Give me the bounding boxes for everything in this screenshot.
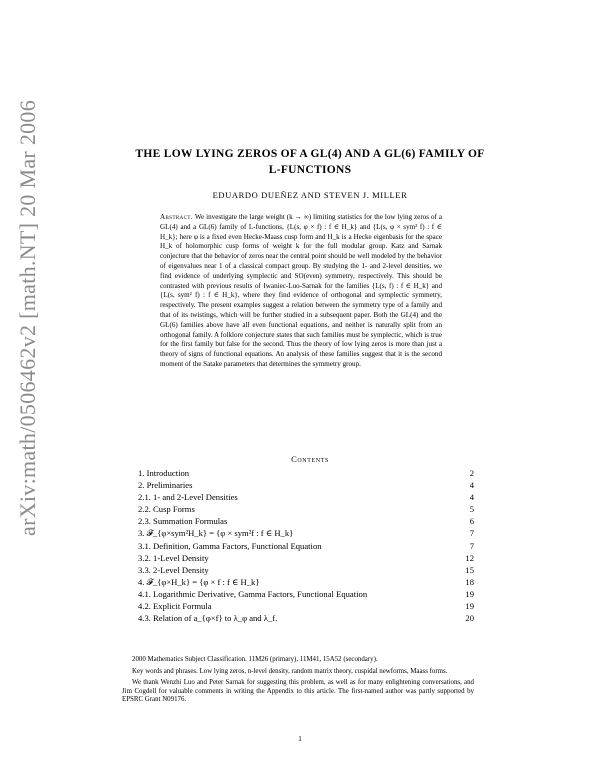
toc-entry-label: 3.2. 1-Level Density bbox=[138, 552, 209, 563]
footnote-acknowledgements: We thank Wenzhi Luo and Peter Sarnak for suggesting this problem, as well as for many enlightening conversations, and Jim Cogdell for valuable comments in writing the Appendix to this article. The first-named author was partly supported by EPSRC Grant N09176. bbox=[122, 679, 474, 704]
toc-entry[interactable] bbox=[138, 576, 474, 588]
toc-entry[interactable] bbox=[138, 552, 474, 564]
toc-entry[interactable] bbox=[138, 588, 474, 600]
toc-entry-label: 2.2. Cusp Forms bbox=[138, 504, 195, 515]
toc-entry-page: 2 bbox=[469, 468, 474, 478]
toc-entry[interactable] bbox=[138, 503, 474, 515]
toc-entry[interactable] bbox=[138, 564, 474, 576]
toc-entry-label: 2.1. 1- and 2-Level Densities bbox=[138, 492, 238, 503]
title-line-2: L-FUNCTIONS bbox=[268, 164, 352, 176]
toc-entry-page: 7 bbox=[469, 540, 474, 551]
toc-entry-page: 19 bbox=[465, 588, 474, 599]
toc-entry-label: 4.1. Logarithmic Derivative, Gamma Factors, Functional Equation bbox=[138, 588, 368, 599]
toc-entry[interactable] bbox=[138, 600, 474, 612]
toc-entry-label: 2.3. Summation Formulas bbox=[138, 516, 228, 527]
toc-entry[interactable] bbox=[138, 540, 474, 552]
toc-entry-page: 4 bbox=[469, 480, 474, 491]
arxiv-identifier-stamp: arXiv:math/0506462v2 [math.NT] 20 Mar 2006 bbox=[15, 99, 40, 537]
toc-entry-page: 6 bbox=[469, 516, 474, 527]
toc-entry[interactable] bbox=[138, 527, 474, 539]
abstract-label: Abstract. bbox=[160, 213, 194, 221]
toc-entry-page: 15 bbox=[465, 564, 474, 575]
table-of-contents bbox=[138, 467, 474, 624]
toc-entry[interactable] bbox=[138, 515, 474, 527]
toc-entry-label: 4. 𝓕_{φ×H_k} = {φ × f : f ∈ H_k} bbox=[138, 576, 260, 587]
toc-entry-page: 19 bbox=[465, 601, 474, 612]
toc-entry-page: 4 bbox=[469, 492, 474, 503]
title-line-1: THE LOW LYING ZEROS OF A GL(4) AND A GL(6) FAMILY OF bbox=[135, 148, 485, 160]
footnote-keywords: Key words and phrases. Low lying zeros, n-level density, random matrix theory, cuspidal newforms, Maass forms. bbox=[132, 667, 448, 675]
toc-entry-page: 20 bbox=[465, 613, 474, 624]
toc-entry-page: 5 bbox=[469, 504, 474, 515]
toc-entry-label: 4.3. Relation of a_{φ×f} to λ_φ and λ_f. bbox=[138, 613, 278, 624]
toc-entry-label: 1. Introduction bbox=[138, 468, 190, 478]
toc-entry[interactable] bbox=[138, 491, 474, 503]
footnote-msc: 2000 Mathematics Subject Classification. 11M26 (primary), 11M41, 15A52 (secondary). bbox=[132, 656, 378, 663]
contents-heading: Contents bbox=[291, 454, 329, 464]
toc-entry-label: 2. Preliminaries bbox=[138, 480, 193, 491]
toc-entry-page: 7 bbox=[469, 528, 474, 539]
author-line: EDUARDO DUEÑEZ AND STEVEN J. MILLER bbox=[212, 190, 408, 200]
abstract bbox=[160, 213, 442, 370]
toc-entry-label: 3. 𝓕_{φ×sym²H_k} = {φ × sym²f : f ∈ H_k} bbox=[138, 528, 294, 539]
toc-entry-page: 18 bbox=[465, 576, 474, 587]
toc-entry[interactable] bbox=[138, 467, 474, 479]
abstract-body: We investigate the large weight (k → ∞) limiting statistics for the low lying zeros of a GL(4) and a GL(6) family of L-functions, {L(s, φ × f) : f ∈ H_k} and {L(s, φ × sym² f) : f ∈ H_k}; here φ is a fixed even Hecke-Maass cusp form and H_k is a Hecke eigenbasis for the space H_k of holomorphic cusp forms of weight k for the full modular group. Katz and Sarnak conjecture that the behavior of zeros near the central point should be well modeled by the behavior of eigenvalues near 1 of a classical compact group. By studying the 1- and 2-level densities, we find evidence of underlying symplectic and SO(even) symmetry, respectively. This should be contrasted with previous results of Iwaniec-Luo-Sarnak for the families {L(s, f) : f ∈ H_k} and {L(s, sym² f) : f ∈ H_k}, where they find evidence of orthogonal and symplectic symmetry, respectively. The present examples suggest a relation between the symmetry type of a family and that of its twistings, which will be further studied in a subsequent paper. Both the GL(4) and the GL(6) families above have all even functional equations, and neither is naturally split from an orthogonal family. A folklore conjecture states that such families must be symplectic, which is true for the first family but false for the second. Thus the theory of low lying zeros is more than just a theory of signs of functional equations. An analysis of these families suggest that it is the second moment of the Satake parameters that determines the symmetry group. bbox=[160, 213, 442, 368]
toc-entry-label: 3.1. Definition, Gamma Factors, Functional Equation bbox=[138, 540, 322, 551]
toc-entry[interactable] bbox=[138, 612, 474, 624]
toc-entry-label: 4.2. Explicit Formula bbox=[138, 601, 212, 612]
toc-entry[interactable] bbox=[138, 479, 474, 491]
paper-title bbox=[100, 146, 520, 178]
footnotes bbox=[122, 656, 474, 708]
page-number: 1 bbox=[298, 734, 302, 743]
toc-entry-page: 12 bbox=[465, 552, 474, 563]
toc-entry-label: 3.3. 2-Level Density bbox=[138, 564, 209, 575]
